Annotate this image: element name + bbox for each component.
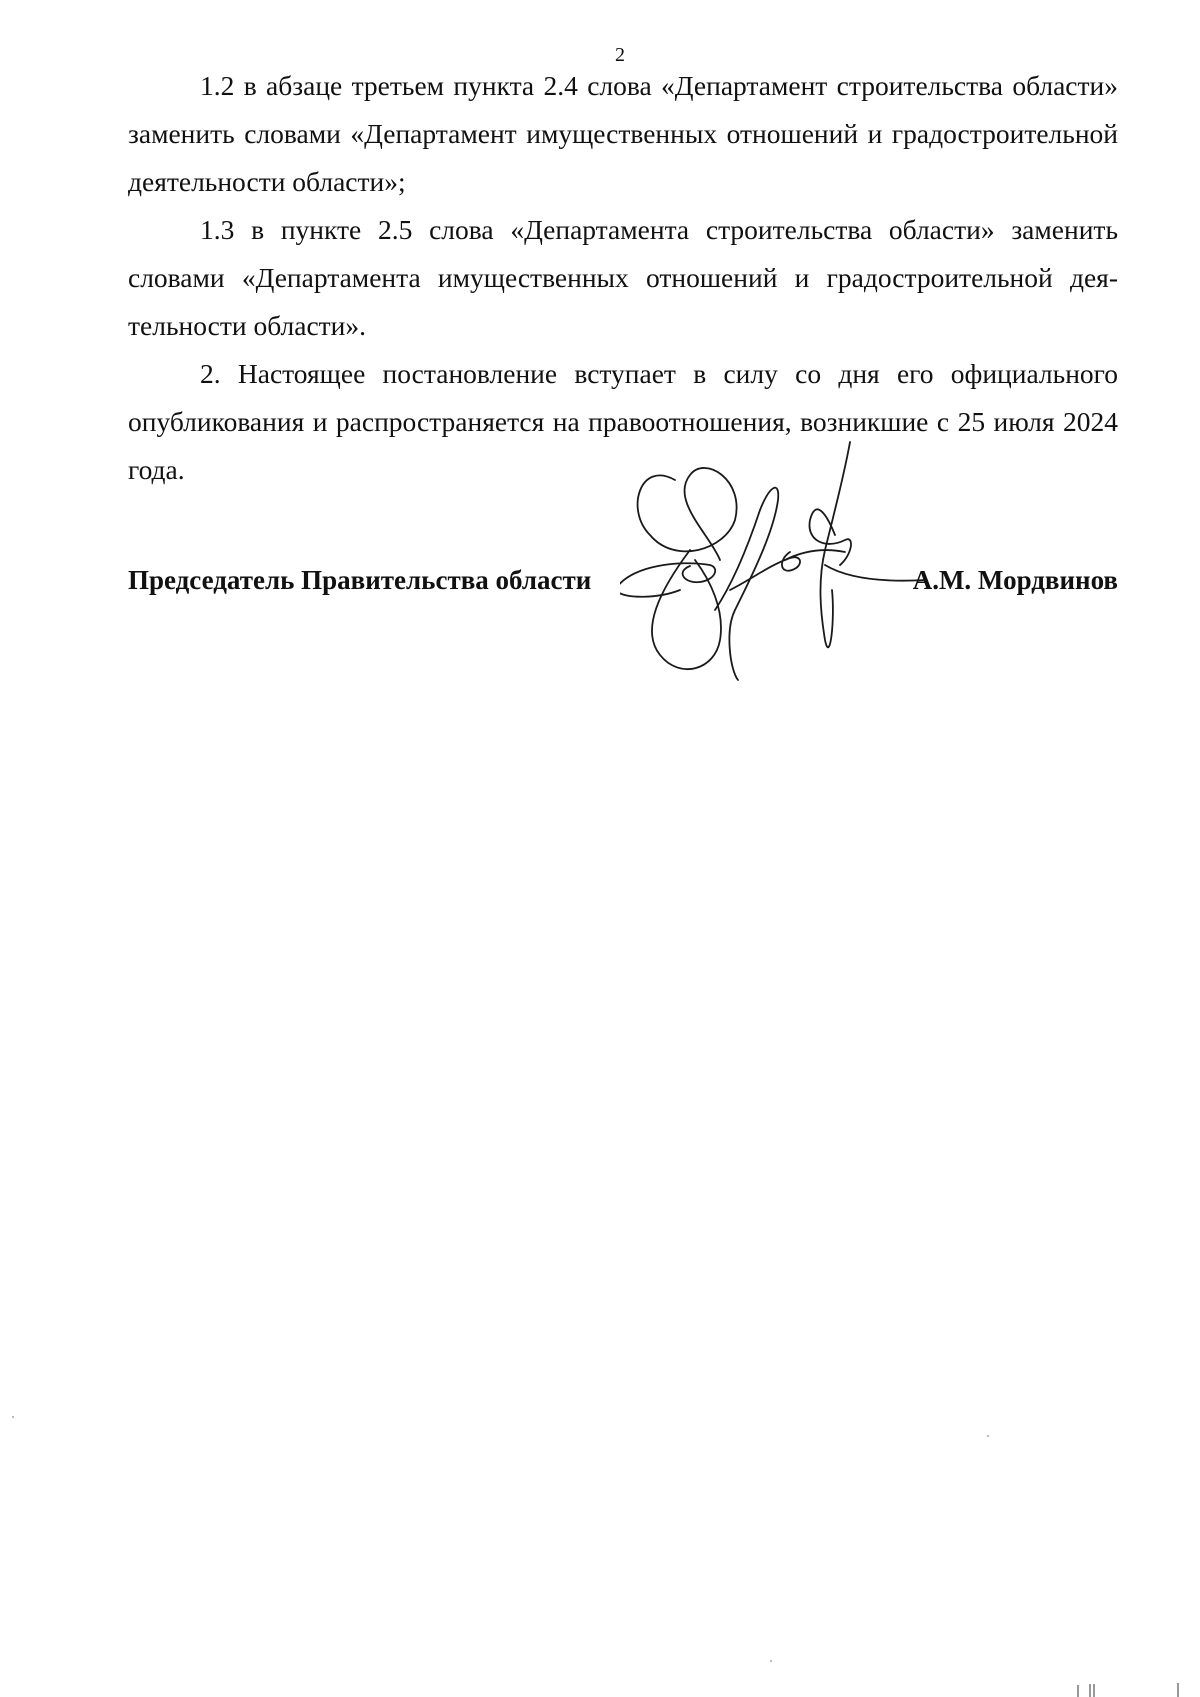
scan-speck [770, 1660, 772, 1662]
scan-speck [12, 1416, 14, 1418]
paragraph-1-2: 1.2 в абзаце третьем пункта 2.4 слова «Департамент строительства области» заменить словами «Департамент имущественных отношений и градостроительной деятельности области»; [128, 70, 1118, 197]
signatory-position: Председатель Правительства области [128, 565, 592, 595]
page-number: 2 [615, 44, 625, 66]
scan-edge-marks [1070, 1683, 1180, 1697]
paragraph-2: 2. Настоящее постановление вступает в силу со дня его официального опубликования и распространяется на правоотношения, возникшие с 25 июля 2024 года. [128, 358, 1118, 485]
document-body [128, 62, 1118, 494]
scan-speck [987, 1435, 989, 1437]
signature-block [128, 565, 1118, 605]
signatory-name: А.М. Мордвинов [912, 565, 1118, 595]
paragraph-1-3: 1.3 в пункте 2.5 слова «Департамента строительства области» заменить словами «Департамента имущественных отношений и градостроительной деятельности области». [128, 214, 1118, 341]
